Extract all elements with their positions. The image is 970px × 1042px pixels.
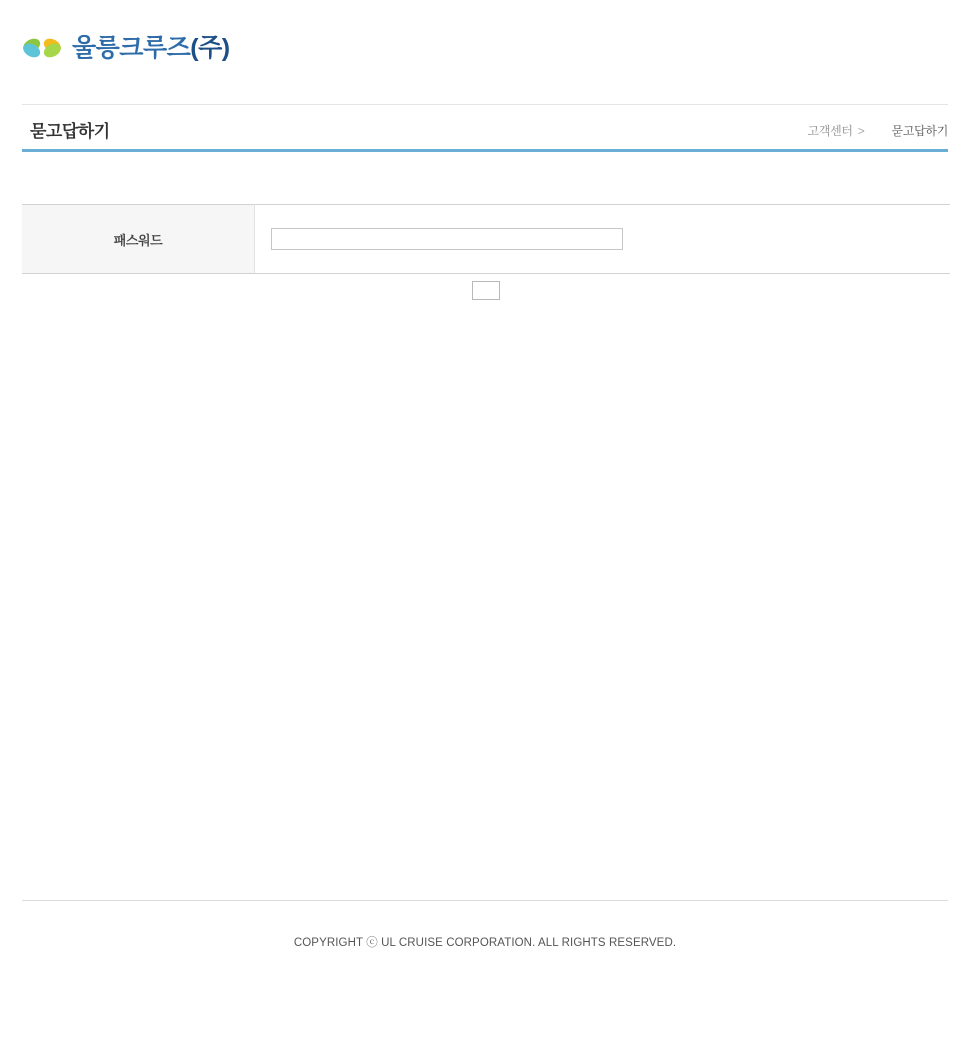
password-label: 패스워드 — [22, 205, 255, 274]
confirm-button[interactable] — [472, 281, 500, 300]
page-title: 묻고답하기 — [30, 122, 110, 141]
breadcrumb-current: 묻고답하기 — [891, 124, 948, 138]
page-title-bar — [22, 104, 948, 152]
site-logo-link[interactable] — [22, 28, 230, 68]
copyright-text: COPYRIGHT ⓒ UL CRUISE CORPORATION. ALL RIGHTS RESERVED. — [293, 937, 677, 949]
table-row — [22, 205, 950, 274]
logo-text-secondary: (주) — [190, 33, 230, 62]
logo-text — [72, 33, 230, 62]
form-button-row — [22, 274, 950, 304]
main-content — [22, 152, 948, 304]
breadcrumb-parent[interactable]: 고객센터 — [807, 124, 853, 138]
pinwheel-flower-logo-icon — [22, 28, 62, 68]
password-form-table — [22, 204, 950, 274]
logo-text-primary: 울릉크루즈 — [72, 33, 191, 62]
password-input[interactable] — [271, 228, 623, 250]
password-field-cell — [255, 205, 951, 274]
site-footer — [0, 900, 970, 950]
breadcrumb — [808, 122, 948, 139]
breadcrumb-separator: > — [857, 124, 865, 138]
site-header — [0, 0, 970, 104]
